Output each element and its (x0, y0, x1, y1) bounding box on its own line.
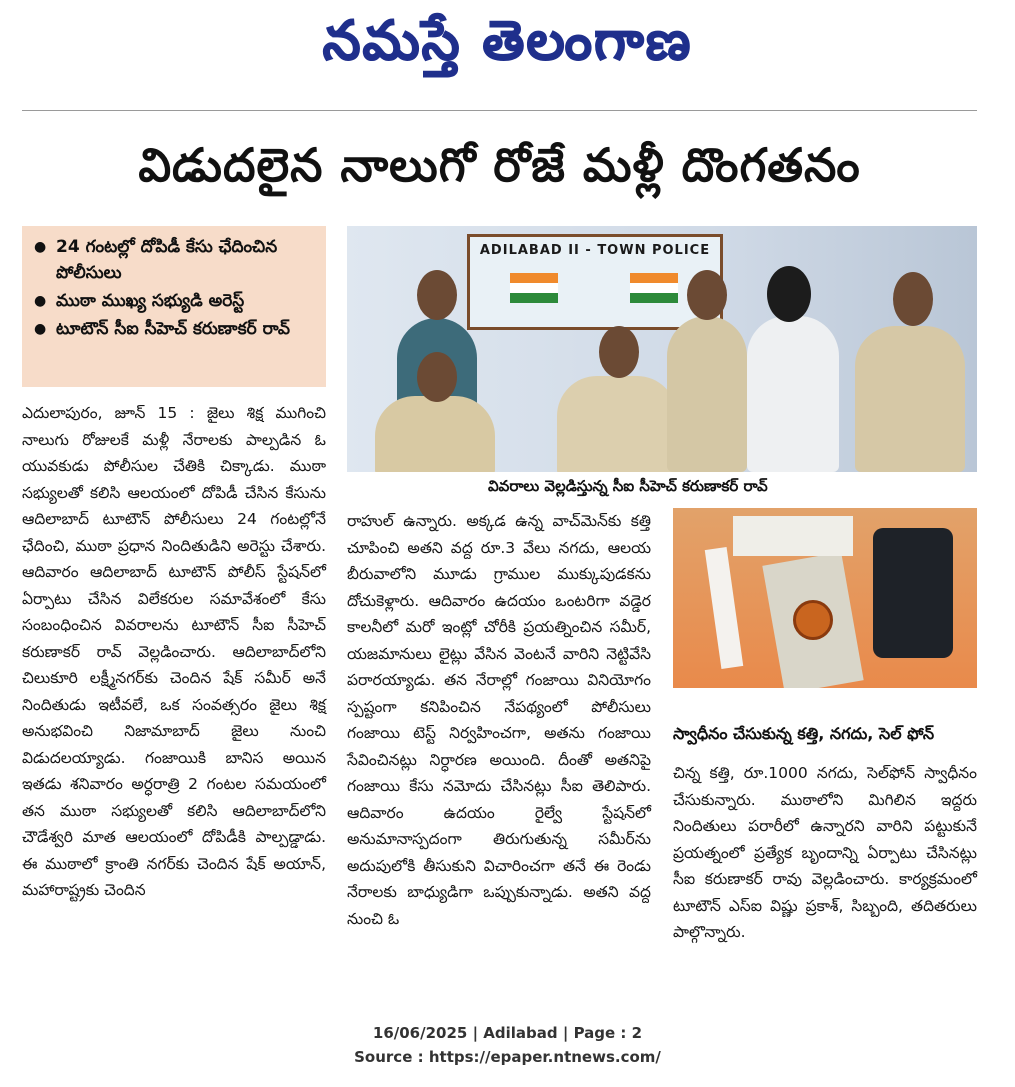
knife-icon (705, 547, 743, 669)
coin-icon (793, 600, 833, 640)
seized-items-photo (673, 508, 977, 688)
officer-figure (667, 316, 747, 472)
highlight-item (30, 288, 318, 314)
source-label: Source : (354, 1048, 424, 1066)
person-head (417, 270, 457, 320)
highlight-item (30, 234, 318, 286)
newspaper-masthead: నమస్తే తెలంగాణ (322, 8, 693, 72)
cellphone-icon (873, 528, 953, 658)
officer-figure (557, 376, 677, 472)
masked-head (767, 266, 811, 322)
top-divider (22, 110, 977, 111)
highlights-box (22, 226, 326, 387)
article-column-1: ఎదులాపురం, జూన్ 15 : జైలు శిక్ష ముగించి నాలుగు రోజులకే మళ్లీ నేరాలకు పాల్పడిన ఓ యువకుడు పోలీసుల చేతికి చిక్కాడు. ముఠా సభ్యులతో కలిసి ఆలయంలో దోపిడీ చేసిన కేసును ఆదిలాబాద్ టూటౌన్ పోలీసులు 24 గంటల్లోనే ఛేదించి, ముఠా ప్రధాన నిందితుడిని అరెస్టు చేశారు. ఆదివారం ఆదిలాబాద్ టూటౌన్ పోలీస్ స్టేషన్‌లో ఏర్పాటు చేసిన విలేకరుల సమావేశంలో కేసు సంబంధించిన వివరాలను టూటౌన్ సీఐ సీహెచ్ కరుణాకర్ రావ్ వెల్లడించారు. ఆదిలాబాద్‌లోని చిలుకూరి లక్ష్మీనగర్‌కు చెందిన షేక్ సమీర్ అనే నిందితుడు ఇటీవలే, ఒక సంవత్సరం జైలు శిక్ష అనుభవించి నిజామాబాద్ జైలు నుంచి విడుదలయ్యాడు. గంజాయికి బానిస అయిన ఇతడు శనివారం అర్ధరాత్రి 2 గంటల సమయంలో తన ముఠా సభ్యులతో కలిసి ఆదిలాబాద్‌లోని చౌడేశ్వరి మాత ఆలయంలో దోపిడీకి పాల్పడ్డాడు. ఈ ముఠాలో క్రాంతి నగర్‌కు చెందిన షేక్ అయాన్, మహారాష్ట్రకు చెందిన (22, 404, 326, 899)
officer-head (417, 352, 457, 402)
officer-head (687, 270, 727, 320)
officer-head (599, 326, 639, 378)
footer-edition: Adilabad (483, 1024, 558, 1042)
highlight-text: టూటౌన్ సీఐ సీహెచ్ కరుణాకర్ రావ్ (56, 319, 290, 339)
highlight-item (30, 316, 318, 342)
footer-date: 16/06/2025 (372, 1024, 468, 1042)
label-paper (733, 516, 853, 556)
highlight-text: ముఠా ముఖ్య సభ్యుడి అరెస్ట్ (56, 291, 245, 311)
article-column-2: రాహుల్ ఉన్నారు. అక్కడ ఉన్న వాచ్‌మెన్‌కు కత్తి చూపించి అతని వద్ద రూ.3 వేలు నగదు, ఆలయ బీరువాలోని మూడు గ్రాముల ముక్కుపుడకను దోచుకెళ్లారు. ఆదివారం ఉదయం ఒంటరిగా వడ్డెర కాలనీలో మరో ఇంట్లో చోరీకి ప్రయత్నించిన సమీర్, యజమానులు లైట్లు వేసిన వెంటనే వారిని నెట్టివేసి పరారయ్యాడు. తన నేరాల్లో గంజాయి వినియోగం స్పష్టంగా కనిపించిన నేపథ్యంలో పోలీసులు గంజాయి టెస్ట్ నిర్వహించగా, అతను గంజాయి సేవించినట్లు నిర్ధారణ అయింది. దీంతో అతనిపై గంజాయి కేసు నమోదు చేసినట్లు సీఐ తెలిపారు. ఆదివారం ఉదయం రైల్వే స్టేషన్‌లో అనుమానాస్పదంగా తిరుగుతున్న సమీర్‌ను అదుపులోకి తీసుకుని విచారించగా తనే ఈ రెండు నేరాలకు బాధ్యుడిగా ఒప్పుకున్నాడు. అతని వద్ద నుంచి ఓ (347, 512, 651, 928)
footer-source (0, 1048, 1015, 1066)
flag-icon (630, 273, 678, 303)
police-board (467, 234, 723, 330)
officer-head (893, 272, 933, 326)
bullet-icon: ● (34, 239, 47, 255)
footer-info: 16/06/2025 | Adilabad | Page : 2 (372, 1024, 643, 1042)
officer-figure (375, 396, 495, 472)
highlight-text: 24 గంటల్లో దోపిడీ కేసు ఛేదించిన పోలీసులు (56, 237, 278, 283)
photo1-caption: వివరాలు వెల్లడిస్తున్న సీఐ సీహెచ్ కరుణాకర్ రావ్ (488, 477, 768, 495)
source-link[interactable]: https://epaper.ntnews.com/ (428, 1048, 661, 1066)
police-board-text: ADILABAD II - TOWN POLICE (479, 243, 711, 258)
footer-page: Page : 2 (573, 1024, 643, 1042)
officer-figure (855, 326, 965, 472)
press-meet-photo (347, 226, 977, 472)
article-headline: విడుదలైన నాలుగో రోజే మళ్లీ దొంగతనం (138, 138, 861, 192)
photo2-caption: స్వాధీనం చేసుకున్న కత్తి, నగదు, సెల్ ఫోన్ (673, 724, 935, 743)
bullet-icon: ● (34, 293, 47, 309)
bullet-icon: ● (34, 321, 47, 337)
article-column-3: చిన్న కత్తి, రూ.1000 నగదు, సెల్‌ఫోన్ స్వాధీనం చేసుకున్నారు. ముఠాలోని మిగిలిన ఇద్దరు నిందితులు పరారీలో ఉన్నారని వారిని పట్టుకునే ప్రయత్నంలో ప్రత్యేక బృందాన్ని ఏర్పాటు చేసినట్లు సీఐ కరుణాకర్ రావు వెల్లడించారు. కార్యక్రమంలో టూటౌన్ ఎస్ఐ విష్ణు ప్రకాశ్, సిబ్బంది, తదితరులు పాల్గొన్నారు. (673, 764, 977, 941)
flag-icon (510, 273, 558, 303)
suspect-figure (747, 316, 839, 472)
